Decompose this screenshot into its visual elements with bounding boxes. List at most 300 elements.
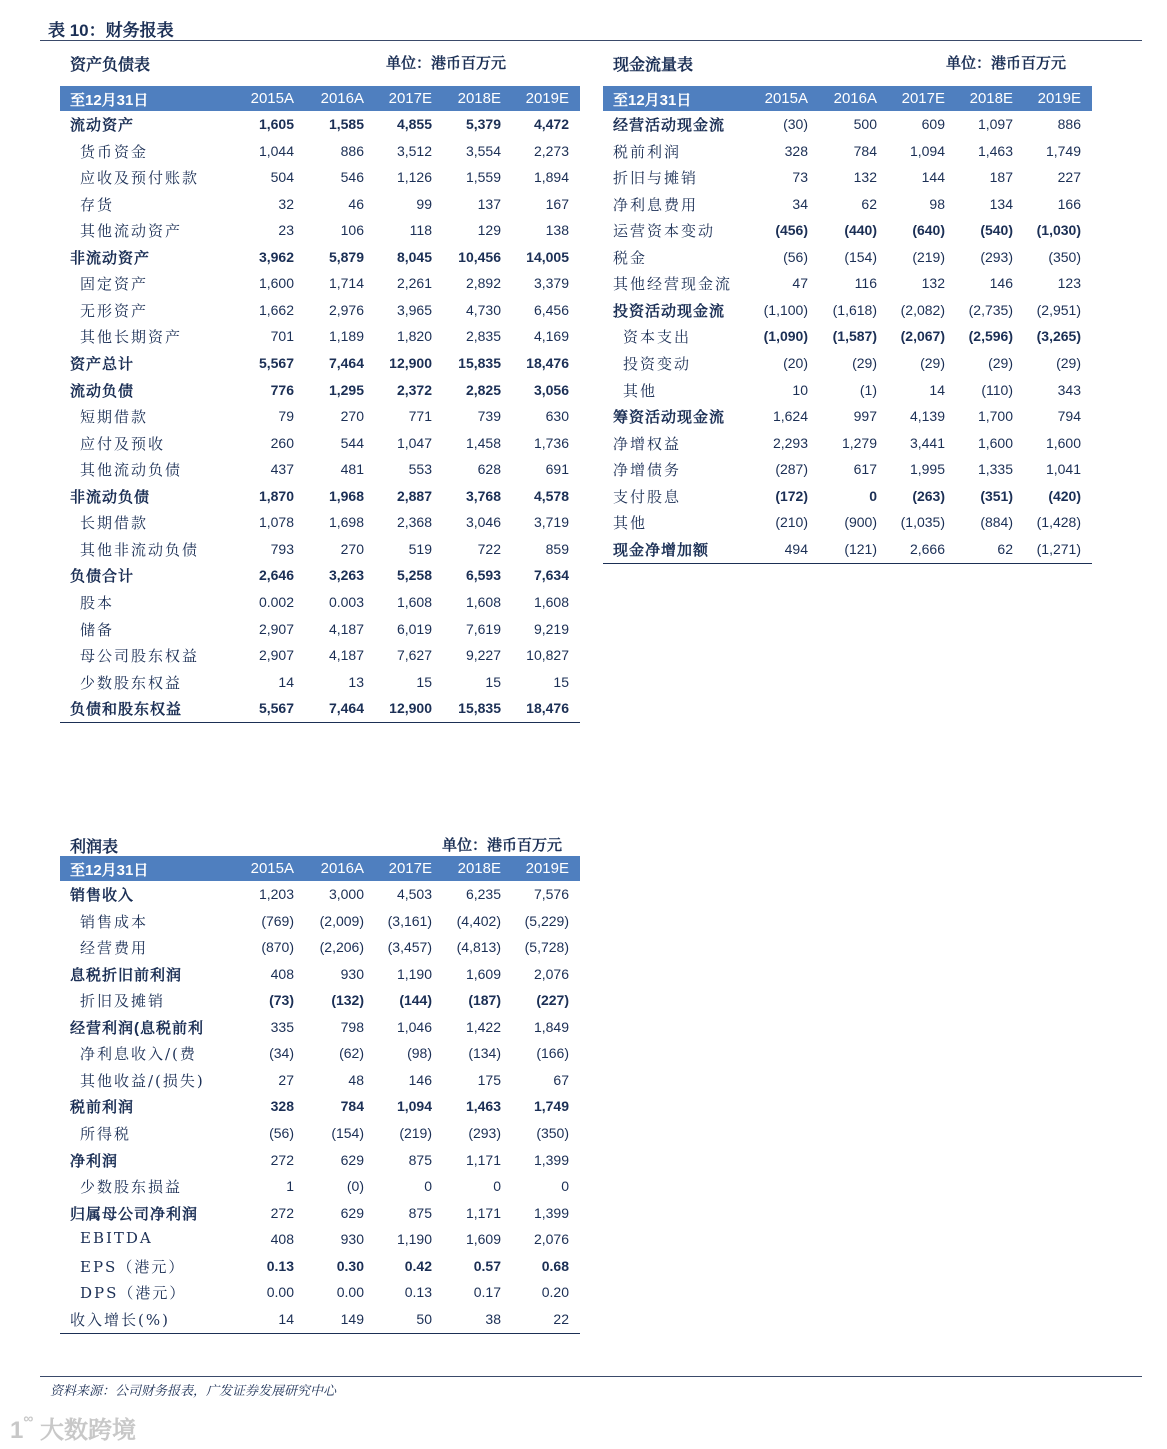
row-value: 0.68 [541, 1257, 569, 1274]
row-value: 328 [270, 1098, 294, 1115]
row-value: 7,619 [465, 620, 501, 637]
row-value: 1,190 [396, 1231, 432, 1248]
watermark-logo: 1∞ 大数跨境 [10, 1410, 137, 1444]
row-value: 628 [477, 461, 501, 478]
row-label: DPS（港元） [80, 1284, 187, 1303]
row-value: 886 [340, 142, 364, 159]
row-value: 15 [485, 673, 501, 690]
row-value: 227 [1057, 169, 1081, 186]
row-value: 1,662 [258, 301, 294, 318]
row-value: 118 [409, 222, 432, 239]
row-value: 0.003 [328, 593, 364, 610]
row-value: (154) [331, 1125, 364, 1141]
row-label: 流动负债 [70, 382, 135, 400]
row-value: 3,768 [465, 487, 501, 504]
row-value: 12,900 [389, 355, 432, 371]
row-value: 1,870 [258, 487, 294, 504]
row-label: 无形资产 [80, 301, 149, 320]
row-value: 0.42 [404, 1257, 432, 1274]
row-value: (1) [859, 381, 877, 398]
row-value: (144) [399, 992, 432, 1009]
row-value: 3,554 [465, 142, 501, 159]
row-value: 1,044 [258, 142, 294, 159]
row-value: 2,835 [465, 328, 501, 345]
row-value: 794 [1057, 408, 1081, 425]
row-label: 存货 [80, 195, 115, 214]
row-value: 9,219 [533, 620, 569, 637]
row-value: (219) [912, 248, 945, 265]
row-value: 2,907 [258, 647, 294, 663]
row-label: 其他 [623, 381, 658, 400]
row-value: (172) [775, 487, 808, 504]
table-row [60, 615, 580, 641]
row-value: 0.57 [473, 1257, 501, 1274]
row-value: 123 [1057, 275, 1081, 292]
row-label: 流动资产 [70, 117, 135, 134]
row-value: 798 [340, 1018, 364, 1035]
row-value: 116 [854, 275, 877, 292]
row-value: 2,907 [258, 620, 294, 637]
row-value: 4,139 [909, 408, 945, 425]
table-row [60, 322, 580, 348]
row-value: 7,634 [533, 567, 569, 584]
table-row [60, 296, 580, 322]
row-value: (769) [261, 912, 294, 929]
row-value: 2,666 [909, 540, 945, 557]
row-value: 629 [340, 1151, 364, 1168]
row-value: 1,458 [465, 434, 501, 451]
row-value: 5,567 [258, 355, 294, 371]
row-value: (29) [920, 355, 945, 371]
table-bottom-rule [60, 1333, 580, 1334]
row-value: 3,441 [909, 434, 945, 451]
row-label: 股本 [80, 593, 115, 612]
row-value: (187) [468, 992, 501, 1009]
row-value: 609 [921, 116, 945, 132]
table-row [60, 482, 580, 508]
table-row [603, 137, 1092, 163]
row-value: 1,203 [258, 886, 294, 902]
row-value: 6,456 [533, 301, 569, 318]
row-label: 投资变动 [623, 355, 692, 373]
period-label: 至12月31日 [70, 92, 149, 109]
row-value: 1,422 [465, 1018, 501, 1035]
row-label: 少数股东损益 [80, 1178, 183, 1197]
row-value: (73) [269, 992, 294, 1009]
row-label: 负债和股东权益 [70, 701, 183, 719]
row-value: (210) [775, 514, 808, 531]
row-value: 7,576 [533, 886, 569, 902]
row-value: 1,736 [533, 434, 569, 451]
row-value: 343 [1057, 381, 1081, 398]
row-value: 1 [286, 1178, 294, 1195]
row-value: (263) [912, 487, 945, 504]
row-value: 6,019 [396, 620, 432, 637]
table-row [60, 216, 580, 242]
row-value: 149 [340, 1310, 364, 1327]
table-row [60, 1146, 580, 1172]
table-row [603, 269, 1092, 295]
row-value: 5,379 [465, 116, 501, 132]
row-value: 3,512 [396, 142, 432, 159]
table-row [60, 1278, 580, 1304]
row-value: 10,456 [458, 248, 501, 265]
table-row [60, 588, 580, 614]
table-row [60, 933, 580, 959]
row-value: 0 [561, 1178, 569, 1195]
row-value: (440) [844, 222, 877, 239]
row-value: 132 [853, 169, 877, 186]
row-label: 其他经营现金流 [613, 275, 733, 294]
row-value: 0.30 [336, 1257, 364, 1274]
table-row [60, 986, 580, 1012]
table-bottom-rule [60, 722, 580, 723]
row-value: (884) [980, 514, 1013, 531]
row-value: 62 [997, 540, 1013, 557]
row-value: 270 [340, 540, 364, 557]
row-label: 货币资金 [80, 142, 149, 161]
row-label: 资产总计 [70, 356, 135, 373]
table-row [60, 1252, 580, 1278]
row-value: (1,100) [763, 301, 808, 318]
row-value: (293) [468, 1125, 501, 1141]
row-value: 10,827 [526, 647, 569, 663]
table-row [60, 1092, 580, 1118]
row-value: (2,067) [900, 328, 945, 345]
row-label: 息税折旧前利润 [70, 966, 183, 984]
row-value: (227) [536, 992, 569, 1009]
row-value: 886 [1057, 116, 1081, 132]
row-value: (350) [1048, 248, 1081, 265]
row-value: (293) [980, 248, 1013, 265]
row-value: 4,855 [396, 116, 432, 132]
row-label: 短期借款 [80, 408, 149, 427]
row-label: 净利息收入/(费 [80, 1045, 197, 1064]
unit-label: 单位：港币百万元 [946, 55, 1067, 72]
row-value: 1,463 [977, 142, 1013, 159]
row-value: 6,235 [465, 886, 501, 902]
watermark-text: 大数跨境 [40, 1417, 137, 1444]
table-row [60, 1199, 580, 1225]
row-value: 15 [416, 673, 432, 690]
row-value: (287) [775, 461, 808, 478]
row-value: 739 [477, 408, 501, 425]
year-header: 2016A [320, 860, 364, 877]
year-header: 2018E [457, 90, 501, 107]
row-label: 销售收入 [70, 887, 135, 904]
row-label: 净利润 [70, 1152, 119, 1170]
row-value: (1,030) [1036, 222, 1081, 239]
row-value: (29) [1056, 355, 1081, 371]
table-row [60, 1013, 580, 1039]
row-value: 875 [408, 1204, 432, 1221]
row-value: (56) [783, 248, 808, 265]
row-value: 1,600 [1045, 434, 1081, 451]
row-label: 净增权益 [613, 434, 682, 453]
row-value: (62) [339, 1045, 364, 1062]
row-value: 48 [348, 1071, 364, 1088]
row-value: 481 [340, 461, 364, 478]
table-header [60, 86, 580, 111]
row-value: 1,171 [465, 1151, 501, 1168]
table-bottom-rule [603, 563, 1092, 564]
period-label: 至12月31日 [613, 92, 692, 109]
row-value: 0.002 [258, 593, 294, 610]
row-value: (56) [269, 1125, 294, 1141]
row-label: 支付股息 [613, 487, 682, 506]
row-value: 32 [278, 195, 294, 212]
row-label: 所得税 [80, 1125, 132, 1143]
row-label: 少数股东权益 [80, 673, 183, 692]
table-row [603, 376, 1092, 402]
row-value: 15 [553, 673, 569, 690]
row-value: 18,476 [526, 355, 569, 371]
table-row [603, 243, 1092, 269]
row-value: 166 [1057, 195, 1081, 212]
row-value: 106 [340, 222, 364, 239]
row-value: 27 [278, 1071, 294, 1088]
row-label: 净利息费用 [613, 195, 699, 214]
row-label: 其他流动资产 [80, 222, 183, 241]
row-value: 1,849 [533, 1018, 569, 1035]
row-value: (420) [1048, 487, 1081, 504]
row-value: 2,646 [258, 567, 294, 584]
row-value: 553 [408, 461, 432, 478]
row-value: (20) [783, 355, 808, 371]
row-value: 617 [853, 461, 877, 478]
row-value: 7,464 [328, 700, 364, 717]
row-value: 408 [270, 965, 294, 982]
table-row [60, 349, 580, 375]
table-row [60, 1305, 580, 1331]
row-label: 归属母公司净利润 [70, 1205, 199, 1223]
table-row [60, 110, 580, 136]
row-label: 销售成本 [80, 912, 149, 931]
row-value: 1,559 [465, 169, 501, 186]
row-value: 1,041 [1045, 461, 1081, 478]
row-value: (456) [775, 222, 808, 239]
row-value: 4,578 [533, 487, 569, 504]
row-value: 1,600 [258, 275, 294, 292]
row-value: 132 [921, 275, 945, 292]
row-value: 8,045 [396, 248, 432, 265]
row-value: 1,171 [465, 1204, 501, 1221]
row-value: (98) [407, 1045, 432, 1062]
row-value: 1,585 [328, 116, 364, 132]
row-value: (350) [536, 1125, 569, 1141]
row-value: (1,428) [1036, 514, 1081, 531]
table-row [60, 960, 580, 986]
row-value: 10 [792, 381, 808, 398]
row-value: (30) [783, 116, 808, 132]
table-header [60, 856, 580, 881]
row-value: 98 [929, 195, 945, 212]
year-header: 2015A [250, 90, 294, 107]
row-value: 859 [545, 540, 569, 557]
row-value: 79 [278, 408, 294, 425]
row-value: 1,820 [396, 328, 432, 345]
table-row [60, 402, 580, 428]
row-label: 经营费用 [80, 939, 149, 958]
row-value: (540) [980, 222, 1013, 239]
table-row [60, 137, 580, 163]
row-value: 0 [424, 1178, 432, 1195]
row-value: 328 [784, 142, 808, 159]
row-label: 其他流动负债 [80, 461, 183, 480]
row-label: 经营利润(息税前利 [70, 1019, 204, 1037]
row-value: (1,271) [1036, 540, 1081, 557]
table-row [60, 455, 580, 481]
table-row [60, 1066, 580, 1092]
row-value: (154) [844, 248, 877, 265]
year-header: 2019E [525, 860, 569, 877]
row-value: 6,593 [465, 567, 501, 584]
row-value: 4,187 [328, 647, 364, 663]
row-value: 0.13 [404, 1284, 432, 1301]
row-value: 1,608 [533, 593, 569, 610]
row-value: 67 [553, 1071, 569, 1088]
row-value: 0.13 [266, 1257, 294, 1274]
row-value: 784 [853, 142, 877, 159]
page-title: 表 10：财务报表 [48, 21, 174, 40]
row-value: 784 [340, 1098, 364, 1115]
table-row [603, 402, 1092, 428]
row-value: (121) [844, 540, 877, 557]
row-value: (29) [852, 355, 877, 371]
table-row [603, 349, 1092, 375]
table-row [60, 429, 580, 455]
row-value: 15,835 [458, 355, 501, 371]
row-value: 129 [477, 222, 501, 239]
row-value: 272 [270, 1151, 294, 1168]
row-value: (3,265) [1036, 328, 1081, 345]
row-value: 50 [416, 1310, 432, 1327]
table-row [603, 455, 1092, 481]
row-value: 0.00 [336, 1284, 364, 1301]
table-header [603, 86, 1092, 111]
row-value: (166) [536, 1045, 569, 1062]
row-value: 1,097 [977, 116, 1013, 132]
row-value: 437 [270, 461, 294, 478]
row-value: (2,735) [968, 301, 1013, 318]
row-value: (0) [346, 1178, 364, 1195]
row-value: 1,094 [396, 1098, 432, 1115]
row-value: 1,399 [533, 1204, 569, 1221]
row-value: (132) [331, 992, 364, 1009]
row-value: 1,698 [328, 514, 364, 531]
row-value: 2,261 [396, 275, 432, 292]
row-value: 1,078 [258, 514, 294, 531]
row-value: 701 [270, 328, 294, 345]
table-row [603, 535, 1092, 561]
row-value: 1,608 [396, 593, 432, 610]
row-value: 1,624 [772, 408, 808, 425]
row-value: (1,618) [832, 301, 877, 318]
row-value: 23 [278, 222, 294, 239]
row-value: 3,000 [328, 886, 364, 902]
row-value: 1,608 [465, 593, 501, 610]
row-value: 2,076 [533, 1231, 569, 1248]
row-value: 34 [792, 195, 808, 212]
row-value: 691 [545, 461, 569, 478]
row-label: 税前利润 [613, 142, 682, 161]
row-value: 3,719 [533, 514, 569, 531]
table-row [60, 1119, 580, 1145]
row-value: 1,995 [909, 461, 945, 478]
row-value: 0.00 [266, 1284, 294, 1301]
row-value: 137 [477, 195, 501, 212]
table-row [603, 482, 1092, 508]
row-value: 0 [869, 487, 877, 504]
row-value: (34) [269, 1045, 294, 1062]
row-value: 3,962 [258, 248, 294, 265]
table-row [60, 535, 580, 561]
top-divider [40, 40, 1142, 41]
row-value: 2,976 [328, 301, 364, 318]
row-value: 771 [408, 408, 432, 425]
row-label: 净增债务 [613, 461, 682, 480]
row-value: 14 [929, 381, 945, 398]
row-label: 应付及预收 [80, 434, 166, 453]
row-value: 1,749 [533, 1098, 569, 1115]
table-title: 现金流量表 [613, 57, 694, 74]
row-label: 其他长期资产 [80, 328, 183, 347]
row-value: 544 [340, 434, 364, 451]
row-value: 776 [270, 381, 294, 398]
row-value: 144 [921, 169, 945, 186]
year-header: 2017E [901, 90, 945, 107]
row-value: 2,368 [396, 514, 432, 531]
table-row [603, 296, 1092, 322]
table-row [60, 1039, 580, 1065]
row-label: EPS（港元） [80, 1257, 186, 1276]
table-row [60, 1172, 580, 1198]
row-value: 1,609 [465, 965, 501, 982]
row-value: 2,273 [533, 142, 569, 159]
bottom-divider [40, 1376, 1142, 1377]
row-value: 146 [989, 275, 1013, 292]
row-value: 5,879 [328, 248, 364, 265]
row-value: 1,605 [258, 116, 294, 132]
row-label: 非流动负债 [70, 488, 151, 506]
row-value: 930 [340, 965, 364, 982]
row-value: 1,600 [977, 434, 1013, 451]
row-value: 1,700 [977, 408, 1013, 425]
row-value: 500 [853, 116, 877, 132]
row-value: 7,627 [396, 647, 432, 663]
row-value: 2,892 [465, 275, 501, 292]
row-value: 4,503 [396, 886, 432, 902]
table-title: 资产负债表 [70, 57, 151, 74]
row-value: 4,730 [465, 301, 501, 318]
row-value: 2,887 [396, 487, 432, 504]
row-value: 167 [545, 195, 569, 212]
row-value: (640) [912, 222, 945, 239]
row-value: 5,567 [258, 700, 294, 717]
row-value: 0 [493, 1178, 501, 1195]
row-value: 722 [477, 540, 501, 557]
table-row [60, 376, 580, 402]
table-row [60, 190, 580, 216]
row-value: (5,728) [524, 939, 569, 956]
row-value: 793 [270, 540, 294, 557]
row-label: 固定资产 [80, 275, 149, 294]
row-value: (219) [399, 1125, 432, 1141]
row-value: 2,293 [772, 434, 808, 451]
row-value: 4,472 [533, 116, 569, 132]
table-row [603, 322, 1092, 348]
row-label: 收入增长(%) [70, 1310, 170, 1329]
